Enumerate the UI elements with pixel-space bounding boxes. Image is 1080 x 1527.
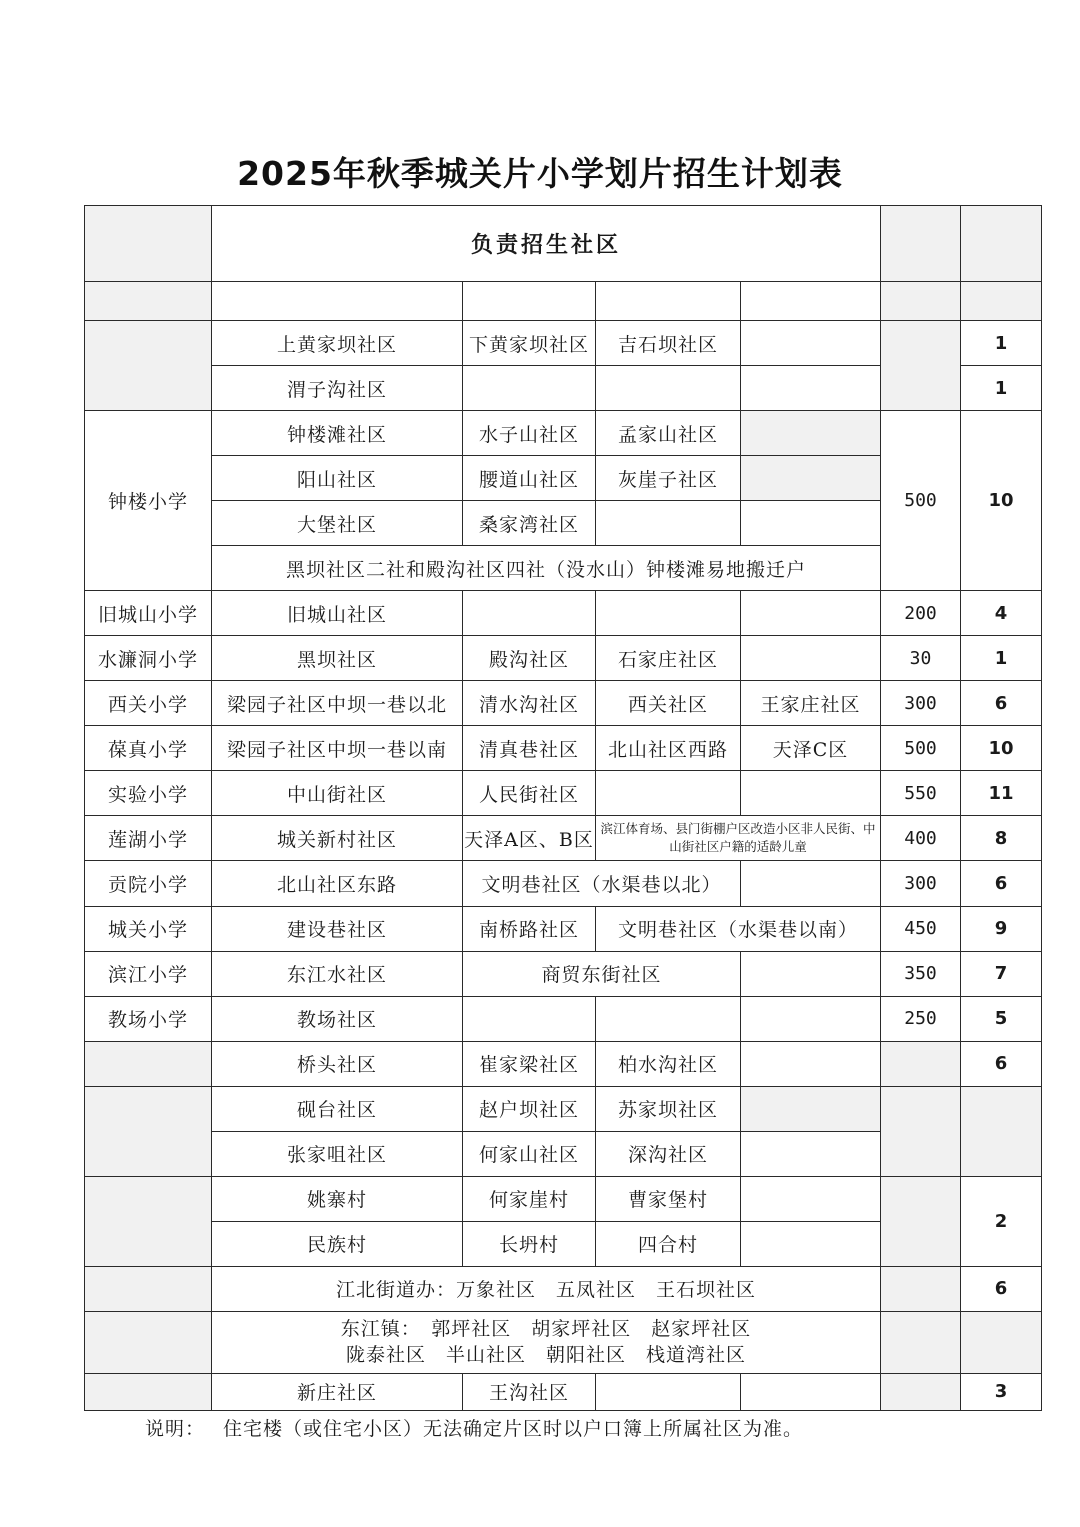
school-name: 贡院小学 xyxy=(85,861,212,906)
school-cell xyxy=(85,321,212,411)
table-row: 张家咀社区 何家山社区 深沟社区 xyxy=(85,1131,1042,1176)
school-cell xyxy=(85,1373,212,1410)
school-cell xyxy=(85,1176,212,1266)
school-cell xyxy=(85,1311,212,1373)
header-class-cell xyxy=(961,206,1042,282)
table-row: 西关小学 梁园子社区中坝一巷以北 清水沟社区 西关社区 王家庄社区 300 6 xyxy=(85,681,1042,726)
school-name: 滨江小学 xyxy=(85,951,212,996)
class-count: 5 xyxy=(961,996,1042,1041)
table-row: 大堡社区 桑家湾社区 xyxy=(85,501,1042,546)
school-name: 莲湖小学 xyxy=(85,816,212,861)
table-row xyxy=(85,282,1042,321)
school-name: 实验小学 xyxy=(85,771,212,816)
footnote xyxy=(145,1414,821,1441)
class-count: 7 xyxy=(961,951,1042,996)
table-row: 城关小学 建设巷社区 南桥路社区 文明巷社区（水渠巷以南） 450 9 xyxy=(85,906,1042,951)
footnote-label: 说明： xyxy=(145,1418,206,1440)
plan-count: 350 xyxy=(881,951,961,996)
table-row: 贡院小学 北山社区东路 文明巷社区（水渠巷以北） 300 6 xyxy=(85,861,1042,906)
table-row: 桥头社区 崔家梁社区 柏水沟社区 6 xyxy=(85,1041,1042,1086)
plan-count: 200 xyxy=(881,591,961,636)
school-name: 旧城山小学 xyxy=(85,591,212,636)
table-row: 阳山社区 腰道山社区 灰崖子社区 xyxy=(85,456,1042,501)
table-row: 黑坝社区二社和殿沟社区四社（没水山）钟楼滩易地搬迁户 xyxy=(85,546,1042,591)
class-count: 6 xyxy=(961,681,1042,726)
class-count: 3 xyxy=(961,1373,1042,1410)
table-row: 江北街道办：万象社区 五凤社区 王石坝社区 6 xyxy=(85,1266,1042,1311)
class-count: 1 xyxy=(961,321,1042,366)
class-count: 1 xyxy=(961,366,1042,411)
plan-count: 500 xyxy=(881,726,961,771)
class-count: 11 xyxy=(961,771,1042,816)
table-row: 民族村 长坍村 四合村 xyxy=(85,1221,1042,1266)
school-cell xyxy=(85,1266,212,1311)
school-name: 葆真小学 xyxy=(85,726,212,771)
plan-count: 30 xyxy=(881,636,961,681)
table-row: 上黄家坝社区 下黄家坝社区 吉石坝社区 1 xyxy=(85,321,1042,366)
class-count: 1 xyxy=(961,636,1042,681)
header-school-cell xyxy=(85,206,212,282)
class-count: 6 xyxy=(961,861,1042,906)
plan-count: 550 xyxy=(881,771,961,816)
school-cell xyxy=(85,1086,212,1176)
table-row: 教场小学 教场社区 250 5 xyxy=(85,996,1042,1041)
plan-count: 300 xyxy=(881,681,961,726)
header-community: 负责招生社区 xyxy=(212,206,881,282)
school-name: 钟楼小学 xyxy=(85,411,212,591)
school-name: 水濂洞小学 xyxy=(85,636,212,681)
school-name: 教场小学 xyxy=(85,996,212,1041)
plan-count: 250 xyxy=(881,996,961,1041)
table-row: 旧城山小学 旧城山社区 200 4 xyxy=(85,591,1042,636)
plan-count: 500 xyxy=(881,411,961,591)
plan-count: 300 xyxy=(881,861,961,906)
table-row: 渭子沟社区 1 xyxy=(85,366,1042,411)
table-row: 东江镇： 郭坪社区 胡家坪社区 赵家坪社区 陇泰社区 半山社区 朝阳社区 栈道湾社区 xyxy=(85,1311,1042,1373)
class-count: 9 xyxy=(961,906,1042,951)
table-row: 滨江小学 东江水社区 商贸东街社区 350 7 xyxy=(85,951,1042,996)
table-row: 实验小学 中山街社区 人民街社区 550 11 xyxy=(85,771,1042,816)
class-count: 4 xyxy=(961,591,1042,636)
class-count: 10 xyxy=(961,411,1042,591)
class-count: 10 xyxy=(961,726,1042,771)
table-row: 水濂洞小学 黑坝社区 殿沟社区 石家庄社区 30 1 xyxy=(85,636,1042,681)
class-count: 2 xyxy=(961,1176,1042,1266)
table-row: 新庄社区 王沟社区 3 xyxy=(85,1373,1042,1410)
school-name: 西关小学 xyxy=(85,681,212,726)
header-row xyxy=(85,206,1042,282)
plan-count: 400 xyxy=(881,816,961,861)
table-row: 钟楼小学 钟楼滩社区 水子山社区 孟家山社区 500 10 xyxy=(85,411,1042,456)
enrollment-plan-table xyxy=(84,205,1042,1411)
school-name: 城关小学 xyxy=(85,906,212,951)
class-count: 6 xyxy=(961,1041,1042,1086)
footnote-text: 住宅楼（或住宅小区）无法确定片区时以户口簿上所属社区为准。 xyxy=(223,1418,804,1440)
header-plan-cell xyxy=(881,206,961,282)
class-count: 6 xyxy=(961,1266,1042,1311)
class-count: 8 xyxy=(961,816,1042,861)
table-row: 莲湖小学 城关新村社区 天泽A区、B区 滨江体育场、县门街棚户区改造小区非人民街、中山街社区户籍的适龄儿童 400 8 xyxy=(85,816,1042,861)
table-row: 葆真小学 梁园子社区中坝一巷以南 清真巷社区 北山社区西路 天泽C区 500 10 xyxy=(85,726,1042,771)
table-row: 姚寨村 何家崖村 曹家堡村 2 xyxy=(85,1176,1042,1221)
school-cell xyxy=(85,1041,212,1086)
plan-count: 450 xyxy=(881,906,961,951)
table-row: 砚台社区 赵户坝社区 苏家坝社区 xyxy=(85,1086,1042,1131)
page-title: 2025年秋季城关片小学划片招生计划表 xyxy=(237,154,843,193)
